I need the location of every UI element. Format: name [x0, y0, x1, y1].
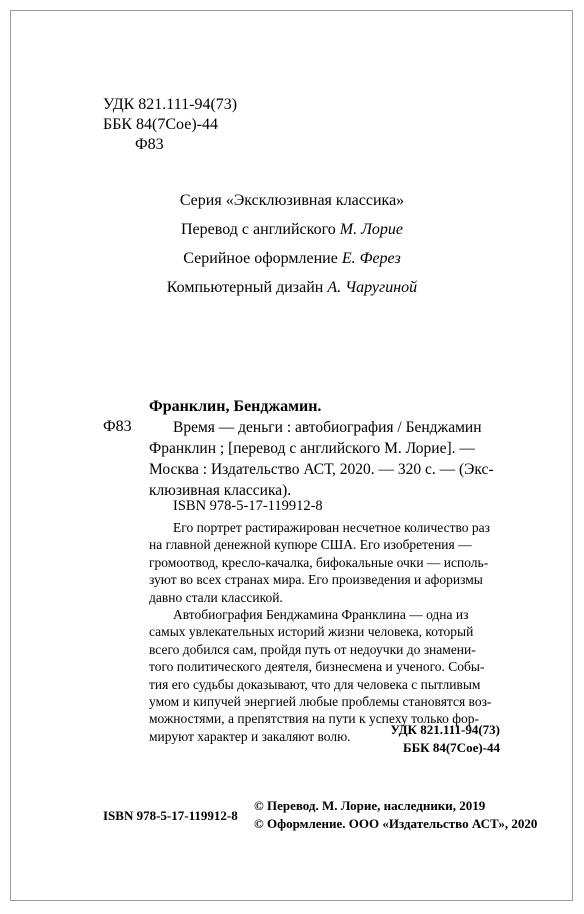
abstract-line: всего добился сам, пройдя путь от недоучки до знамени-: [149, 641, 476, 657]
abstract-line: Его портрет растиражирован несчетное количество раз: [173, 520, 490, 535]
translator-name: М. Лорие: [339, 221, 403, 238]
abstract-line: умом и кипучей энергией любые проблемы становятся воз-: [149, 694, 492, 710]
credits-block: [0, 186, 584, 302]
abstract-line: тия его судьбы доказывают, что для человека с пытливым: [149, 676, 481, 692]
bbk-code: ББК 84(7Сое)-44: [103, 116, 218, 133]
abstract-line: того политического деятеля, бизнесмена и ученого. Собы-: [149, 659, 485, 675]
bib-isbn: ISBN 978-5-17-119912-8: [173, 498, 323, 514]
computer-design-line: Компьютерный дизайн А. Чаругиной: [166, 279, 418, 296]
bib-description: [149, 417, 507, 501]
abstract-line: на главной денежной купюре США. Его изобретения —: [149, 537, 472, 553]
bottom-classification-codes: [360, 721, 500, 757]
copyright-translation: © Перевод. М. Лорие, наследники, 2019: [254, 798, 486, 813]
copyright-block: [254, 797, 537, 833]
abstract-line: можностями, а препятствия на пути к успеху только фор-: [149, 711, 480, 727]
series-line: Серия «Эксклюзивная классика»: [179, 192, 405, 209]
abstract-line: Автобиография Бенджамина Франклина — одна из: [173, 607, 469, 623]
classification-codes: [103, 95, 237, 155]
series-design-line: Серийное оформление Е. Ферез: [183, 250, 401, 267]
bib-author-mark: Ф83: [103, 418, 132, 435]
author-mark: Ф83: [135, 136, 164, 153]
copyright-design: © Оформление. ООО «Издательство АСТ», 2020: [254, 816, 538, 831]
abstract-text: [149, 519, 509, 745]
translation-line: Перевод с английского М. Лорие: [181, 221, 403, 238]
abstract-line: давно стали классикой.: [149, 589, 283, 605]
bbk-code-bottom: ББК 84(7Сое)-44: [402, 740, 500, 755]
udk-code-bottom: УДК 821.111-94(73): [390, 722, 500, 737]
description-line: Москва : Издательство АСТ, 2020. — 320 с. — (Экс-: [149, 461, 494, 478]
description-line: Франклин ; [перевод с английского М. Лорие]. —: [149, 440, 475, 457]
abstract-line: самых увлекательных историй жизни человека, который: [149, 624, 474, 640]
computer-designer-name: А. Чаругиной: [327, 279, 418, 296]
abstract-line: зуют во всех странах мира. Его произведения и афоризмы: [149, 572, 483, 588]
bib-author: Франклин, Бенджамин.: [149, 398, 322, 415]
udk-code: УДК 821.111-94(73): [103, 96, 238, 113]
description-line: Время — деньги : автобиография / Бенджамин: [173, 419, 482, 436]
description-line: клюзивная классика).: [149, 482, 292, 499]
series-designer-name: Е. Ферез: [341, 250, 401, 267]
footer-isbn: ISBN 978-5-17-119912-8: [103, 808, 238, 823]
abstract-line: громоотвод, кресло-качалка, бифокальные очки — исполь-: [149, 554, 489, 570]
abstract-line: мируют характер и закаляют волю.: [149, 728, 351, 744]
